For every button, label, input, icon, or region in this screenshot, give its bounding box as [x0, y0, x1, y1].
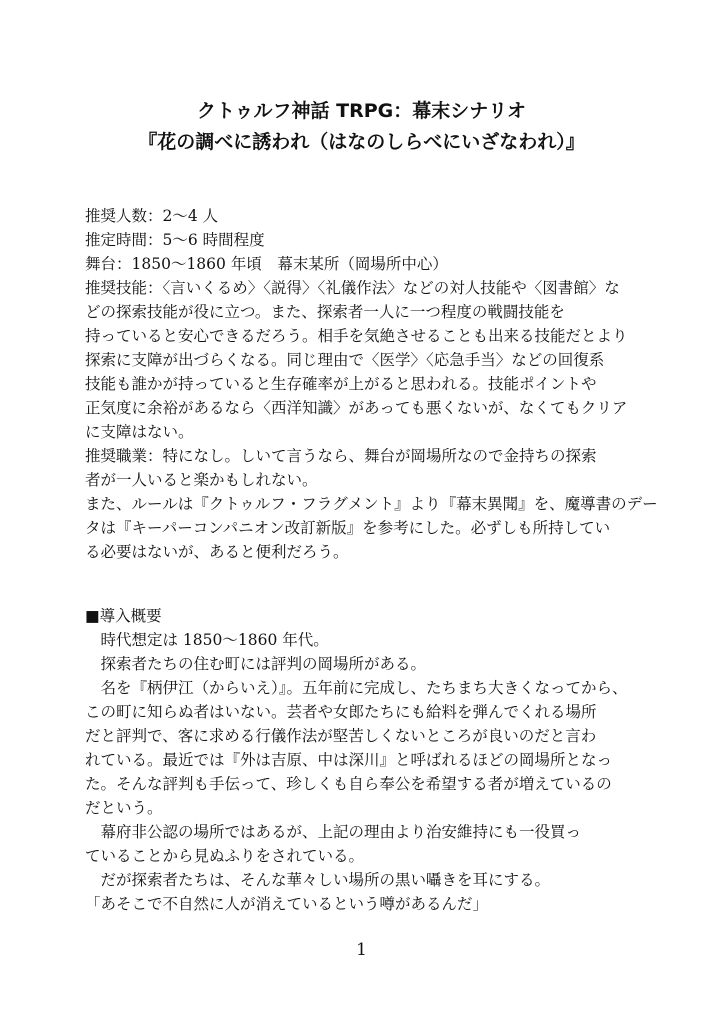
- page-number: 1: [356, 940, 367, 960]
- body-line: 時代想定は 1850～1860 年代。: [85, 631, 329, 649]
- intro-line: どの探索技能が役に立つ。また、探索者一人に一つ程度の戦闘技能を: [85, 303, 565, 321]
- intro-line: タは『キーパーコンパニオン改訂新版』を参考にした。必ずしも所持してい: [85, 519, 611, 537]
- intro-line: 舞台：1850～1860 年頃 幕末某所（岡場所中心）: [85, 255, 448, 273]
- body-line: 名を『柄伊江（からいえ）』。五年前に完成し、たちまち大きくなってから、: [85, 679, 628, 697]
- intro-line: 者が一人いると楽かもしれない。: [85, 471, 318, 489]
- intro-line: 持っていると安心できるだろう。相手を気絶させることも出来る技能だとより: [85, 327, 628, 345]
- title-line-1: クトゥルフ神話 TRPG：幕末シナリオ: [196, 100, 527, 122]
- intro-line: る必要はないが、あると便利だろう。: [85, 543, 349, 561]
- intro-line: また、ルールは『クトゥルフ・フラグメント』より『幕末異聞』を、魔導書のデー: [85, 495, 658, 513]
- intro-line: 推奨職業：特になし。しいて言うなら、舞台が岡場所なので金持ちの探索: [85, 447, 597, 465]
- body-line: た。そんな評判も手伝って、珍しくも自ら奉公を希望する者が増えているの: [85, 775, 612, 793]
- intro-line: 正気度に余裕があるなら〈西洋知識〉があっても悪くないが、なくてもクリア: [85, 399, 628, 417]
- intro-line: に支障はない。: [85, 423, 194, 441]
- body-line: 幕府非公認の場所ではあるが、上記の理由より治安維持にも一役買っ: [85, 823, 582, 841]
- body-line: 「あそこで不自然に人が消えているという噂があるんだ」: [85, 895, 489, 913]
- intro-line: 推奨人数：2～4 人: [85, 207, 219, 225]
- body-line: だが探索者たちは、そんな華々しい場所の黒い囁きを耳にする。: [85, 871, 551, 889]
- title-line-2: 『花の調べに誘われ（はなのしらべにいざなわれ）』: [138, 131, 585, 153]
- body-line: この町に知らぬ者はいない。芸者や女郎たちにも給料を弾んでくれる場所: [85, 703, 597, 721]
- body-line: ていることから見ぬふりをされている。: [85, 847, 365, 865]
- section-heading: ■導入概要: [85, 607, 162, 625]
- body-line: れている。最近では『外は吉原、中は深川』と呼ばれるほどの岡場所となっ: [85, 751, 613, 769]
- body-line: 探索者たちの住む町には評判の岡場所がある。: [85, 655, 427, 673]
- body-line: だという。: [85, 799, 163, 817]
- intro-line: 技能も誰かが持っていると生存確率が上がると思われる。技能ポイントや: [85, 375, 597, 393]
- body-line: だと評判で、客に求める行儀作法が堅苦しくないところが良いのだと言わ: [85, 727, 597, 745]
- intro-line: 推奨技能：〈言いくるめ〉〈説得〉〈礼儀作法〉などの対人技能や〈図書館〉な: [85, 279, 620, 297]
- intro-line: 推定時間：5～6 時間程度: [85, 231, 265, 249]
- intro-line: 探索に支障が出づらくなる。同じ理由で〈医学〉〈応急手当〉などの回復系: [85, 351, 605, 369]
